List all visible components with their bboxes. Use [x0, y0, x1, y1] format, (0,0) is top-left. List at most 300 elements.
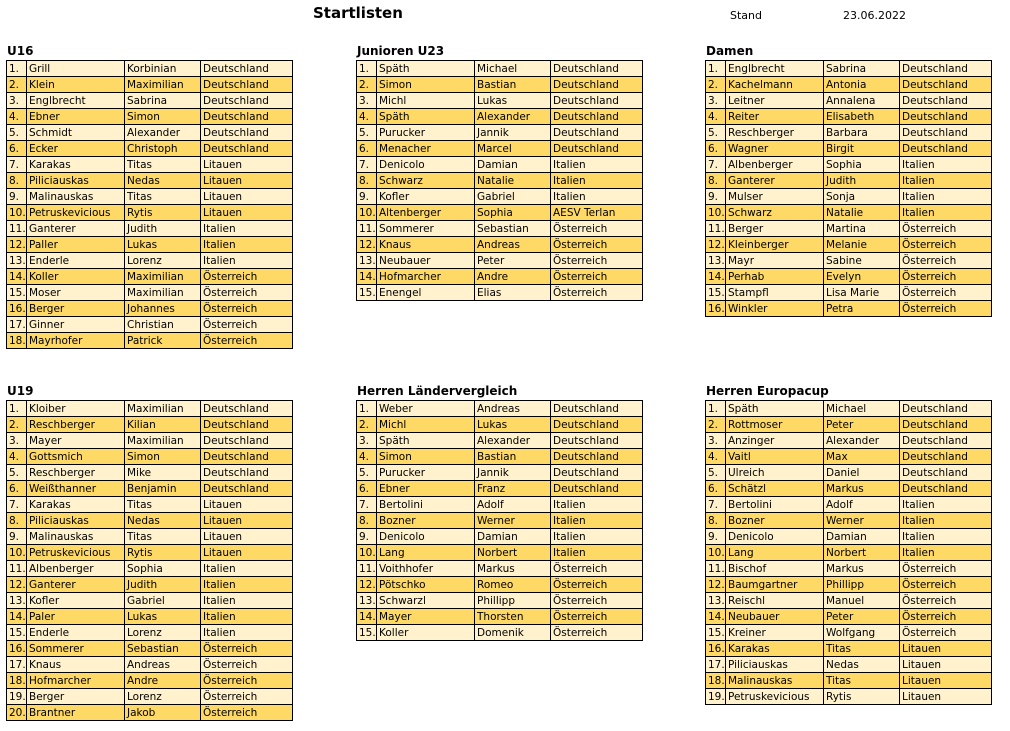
table-row	[7, 625, 293, 641]
first-name: Jannik	[475, 465, 551, 481]
country: Italien	[551, 497, 643, 513]
start-number: 6.	[357, 481, 377, 497]
table-row	[357, 417, 643, 433]
table-row	[357, 93, 643, 109]
first-name: Bastian	[475, 449, 551, 465]
table-row	[7, 253, 293, 269]
last-name: Ganterer	[27, 577, 125, 593]
first-name: Gabriel	[475, 189, 551, 205]
country: Litauen	[900, 641, 992, 657]
country: Deutschland	[551, 465, 643, 481]
country: Italien	[201, 561, 293, 577]
first-name: Werner	[475, 513, 551, 529]
first-name: Sabrina	[824, 61, 900, 77]
start-number: 15.	[7, 625, 27, 641]
section-herren-europacup	[705, 384, 992, 705]
table-row	[706, 497, 992, 513]
country: Italien	[201, 609, 293, 625]
start-number: 15.	[7, 285, 27, 301]
table-row	[357, 237, 643, 253]
country: Österreich	[551, 237, 643, 253]
country: Österreich	[900, 253, 992, 269]
section-herren-laendervergleich	[356, 384, 643, 641]
table-row	[357, 157, 643, 173]
country: Österreich	[900, 561, 992, 577]
start-number: 12.	[706, 577, 726, 593]
last-name: Mayrhofer	[27, 333, 125, 349]
start-number: 4.	[7, 449, 27, 465]
last-name: Piliciauskas	[27, 173, 125, 189]
table-row	[7, 513, 293, 529]
start-number: 14.	[7, 269, 27, 285]
table-row	[7, 93, 293, 109]
last-name: Mayer	[27, 433, 125, 449]
first-name: Benjamin	[125, 481, 201, 497]
last-name: Kleinberger	[726, 237, 824, 253]
table-row	[706, 689, 992, 705]
country: Deutschland	[900, 417, 992, 433]
start-number: 3.	[706, 93, 726, 109]
start-number: 8.	[357, 513, 377, 529]
country: Italien	[900, 529, 992, 545]
table-row	[7, 481, 293, 497]
country: Italien	[551, 157, 643, 173]
last-name: Berger	[726, 221, 824, 237]
last-name: Schwarz	[726, 205, 824, 221]
start-number: 15.	[706, 285, 726, 301]
country: Österreich	[201, 269, 293, 285]
start-number: 17.	[7, 317, 27, 333]
last-name: Michl	[377, 417, 475, 433]
table-row	[7, 609, 293, 625]
last-name: Leitner	[726, 93, 824, 109]
country: Österreich	[201, 641, 293, 657]
first-name: Alexander	[475, 433, 551, 449]
first-name: Annalena	[824, 93, 900, 109]
first-name: Maximilian	[125, 401, 201, 417]
table-row	[357, 481, 643, 497]
country: Deutschland	[900, 401, 992, 417]
table-row	[706, 673, 992, 689]
last-name: Kofler	[377, 189, 475, 205]
start-number: 6.	[706, 141, 726, 157]
start-number: 2.	[706, 77, 726, 93]
last-name: Weber	[377, 401, 475, 417]
table-row	[706, 625, 992, 641]
country: Italien	[201, 221, 293, 237]
start-number: 9.	[706, 529, 726, 545]
start-number: 6.	[706, 481, 726, 497]
start-number: 14.	[706, 609, 726, 625]
table-row	[7, 577, 293, 593]
country: Deutschland	[201, 61, 293, 77]
last-name: Kofler	[27, 593, 125, 609]
country: Litauen	[201, 545, 293, 561]
table-row	[706, 285, 992, 301]
last-name: Malinauskas	[27, 189, 125, 205]
first-name: Lukas	[475, 417, 551, 433]
table-row	[706, 301, 992, 317]
first-name: Norbert	[475, 545, 551, 561]
first-name: Damian	[475, 529, 551, 545]
start-number: 18.	[7, 673, 27, 689]
table-row	[357, 189, 643, 205]
table-row	[357, 141, 643, 157]
country: Deutschland	[201, 401, 293, 417]
first-name: Alexander	[824, 433, 900, 449]
start-number: 5.	[7, 125, 27, 141]
start-number: 4.	[357, 109, 377, 125]
start-number: 7.	[7, 157, 27, 173]
country: Italien	[201, 593, 293, 609]
start-number: 7.	[7, 497, 27, 513]
first-name: Damian	[824, 529, 900, 545]
first-name: Norbert	[824, 545, 900, 561]
table-row	[7, 237, 293, 253]
start-number: 12.	[357, 577, 377, 593]
start-number: 9.	[357, 189, 377, 205]
start-number: 3.	[7, 433, 27, 449]
last-name: Kachelmann	[726, 77, 824, 93]
table-row	[7, 189, 293, 205]
start-list-table	[6, 400, 293, 721]
start-number: 12.	[7, 237, 27, 253]
country: Italien	[551, 545, 643, 561]
table-row	[7, 285, 293, 301]
table-row	[357, 577, 643, 593]
last-name: Karakas	[726, 641, 824, 657]
table-row	[706, 417, 992, 433]
last-name: Perhab	[726, 269, 824, 285]
first-name: Manuel	[824, 593, 900, 609]
table-row	[357, 497, 643, 513]
country: Österreich	[201, 689, 293, 705]
start-number: 16.	[706, 641, 726, 657]
start-list-table	[356, 60, 643, 301]
first-name: Daniel	[824, 465, 900, 481]
table-row	[7, 157, 293, 173]
country: Italien	[201, 577, 293, 593]
last-name: Denicolo	[377, 529, 475, 545]
start-number: 9.	[7, 189, 27, 205]
start-number: 12.	[7, 577, 27, 593]
start-number: 1.	[7, 61, 27, 77]
table-row	[357, 513, 643, 529]
first-name: Birgit	[824, 141, 900, 157]
country: Deutschland	[201, 77, 293, 93]
table-row	[7, 433, 293, 449]
table-row	[357, 545, 643, 561]
country: Deutschland	[900, 125, 992, 141]
first-name: Christian	[125, 317, 201, 333]
start-number: 15.	[357, 285, 377, 301]
first-name: Sophia	[475, 205, 551, 221]
country: Österreich	[551, 609, 643, 625]
table-row	[706, 205, 992, 221]
start-number: 8.	[706, 513, 726, 529]
country: Österreich	[201, 673, 293, 689]
country: Litauen	[201, 205, 293, 221]
country: Deutschland	[551, 93, 643, 109]
country: Deutschland	[201, 433, 293, 449]
first-name: Michael	[824, 401, 900, 417]
start-number: 13.	[706, 253, 726, 269]
last-name: Neubauer	[377, 253, 475, 269]
start-number: 4.	[706, 449, 726, 465]
country: Italien	[900, 173, 992, 189]
country: Italien	[900, 157, 992, 173]
country: Deutschland	[551, 125, 643, 141]
first-name: Lisa Marie	[824, 285, 900, 301]
last-name: Späth	[377, 433, 475, 449]
country: Deutschland	[201, 449, 293, 465]
last-name: Petruskevicious	[726, 689, 824, 705]
table-row	[7, 269, 293, 285]
first-name: Lorenz	[125, 625, 201, 641]
first-name: Simon	[125, 109, 201, 125]
start-number: 14.	[357, 609, 377, 625]
table-row	[706, 77, 992, 93]
table-row	[7, 545, 293, 561]
start-number: 10.	[706, 545, 726, 561]
table-row	[357, 221, 643, 237]
last-name: Wagner	[726, 141, 824, 157]
start-number: 16.	[706, 301, 726, 317]
start-list-table	[356, 400, 643, 641]
country: Italien	[900, 205, 992, 221]
table-row	[357, 61, 643, 77]
country: Deutschland	[201, 465, 293, 481]
last-name: Altenberger	[377, 205, 475, 221]
start-list-table	[705, 60, 992, 317]
first-name: Rytis	[824, 689, 900, 705]
last-name: Bertolini	[377, 497, 475, 513]
first-name: Wolfgang	[824, 625, 900, 641]
first-name: Martina	[824, 221, 900, 237]
last-name: Sommerer	[377, 221, 475, 237]
table-row	[7, 61, 293, 77]
last-name: Voithhofer	[377, 561, 475, 577]
start-number: 13.	[7, 253, 27, 269]
country: Deutschland	[551, 109, 643, 125]
first-name: Damian	[475, 157, 551, 173]
first-name: Sabine	[824, 253, 900, 269]
last-name: Anzinger	[726, 433, 824, 449]
last-name: Bertolini	[726, 497, 824, 513]
table-row	[357, 173, 643, 189]
section-damen	[705, 44, 992, 317]
start-number: 8.	[706, 173, 726, 189]
last-name: Winkler	[726, 301, 824, 317]
table-row	[706, 93, 992, 109]
page-title: Startlisten	[313, 4, 403, 22]
table-row	[7, 465, 293, 481]
last-name: Petruskevicious	[27, 205, 125, 221]
first-name: Romeo	[475, 577, 551, 593]
table-row	[706, 189, 992, 205]
section-title: U16	[7, 44, 34, 58]
last-name: Piliciauskas	[27, 513, 125, 529]
first-name: Bastian	[475, 77, 551, 93]
first-name: Christoph	[125, 141, 201, 157]
start-number: 10.	[357, 545, 377, 561]
start-number: 6.	[357, 141, 377, 157]
table-row	[7, 689, 293, 705]
first-name: Maximilian	[125, 269, 201, 285]
country: Österreich	[900, 625, 992, 641]
country: Italien	[551, 513, 643, 529]
table-row	[706, 141, 992, 157]
country: Deutschland	[900, 481, 992, 497]
start-number: 10.	[7, 205, 27, 221]
country: Österreich	[551, 285, 643, 301]
last-name: Enengel	[377, 285, 475, 301]
first-name: Rytis	[125, 545, 201, 561]
table-row	[7, 77, 293, 93]
country: Litauen	[201, 529, 293, 545]
country: Österreich	[900, 593, 992, 609]
last-name: Weißthanner	[27, 481, 125, 497]
first-name: Markus	[824, 481, 900, 497]
last-name: Englbrecht	[27, 93, 125, 109]
table-row	[7, 641, 293, 657]
first-name: Nedas	[125, 513, 201, 529]
country: Deutschland	[201, 125, 293, 141]
first-name: Andre	[125, 673, 201, 689]
start-number: 4.	[7, 109, 27, 125]
table-row	[706, 561, 992, 577]
first-name: Sophia	[125, 561, 201, 577]
country: Italien	[551, 189, 643, 205]
last-name: Baumgartner	[726, 577, 824, 593]
country: Deutschland	[201, 417, 293, 433]
start-number: 15.	[357, 625, 377, 641]
country: Österreich	[900, 577, 992, 593]
last-name: Reschberger	[27, 417, 125, 433]
country: Litauen	[201, 513, 293, 529]
first-name: Peter	[824, 609, 900, 625]
last-name: Hofmarcher	[27, 673, 125, 689]
table-row	[706, 545, 992, 561]
first-name: Alexander	[475, 109, 551, 125]
last-name: Knaus	[377, 237, 475, 253]
last-name: Reschberger	[27, 465, 125, 481]
last-name: Ebner	[27, 109, 125, 125]
last-name: Neubauer	[726, 609, 824, 625]
start-number: 20.	[7, 705, 27, 721]
first-name: Barbara	[824, 125, 900, 141]
table-row	[7, 401, 293, 417]
country: Österreich	[551, 221, 643, 237]
first-name: Peter	[475, 253, 551, 269]
country: Litauen	[900, 673, 992, 689]
country: Litauen	[900, 657, 992, 673]
country: Deutschland	[551, 433, 643, 449]
last-name: Mulser	[726, 189, 824, 205]
last-name: Grill	[27, 61, 125, 77]
table-row	[357, 109, 643, 125]
first-name: Andre	[475, 269, 551, 285]
start-number: 3.	[7, 93, 27, 109]
start-number: 15.	[706, 625, 726, 641]
start-number: 8.	[357, 173, 377, 189]
start-number: 3.	[357, 433, 377, 449]
last-name: Knaus	[27, 657, 125, 673]
country: Deutschland	[551, 141, 643, 157]
start-number: 5.	[357, 465, 377, 481]
start-number: 5.	[7, 465, 27, 481]
first-name: Judith	[125, 577, 201, 593]
start-number: 2.	[357, 77, 377, 93]
country: Italien	[551, 529, 643, 545]
table-row	[7, 705, 293, 721]
first-name: Lorenz	[125, 689, 201, 705]
start-number: 18.	[7, 333, 27, 349]
last-name: Vaitl	[726, 449, 824, 465]
last-name: Klein	[27, 77, 125, 93]
country: Deutschland	[551, 401, 643, 417]
first-name: Titas	[824, 641, 900, 657]
first-name: Phillipp	[824, 577, 900, 593]
first-name: Adolf	[475, 497, 551, 513]
start-number: 2.	[7, 417, 27, 433]
first-name: Titas	[824, 673, 900, 689]
first-name: Elisabeth	[824, 109, 900, 125]
start-number: 1.	[706, 401, 726, 417]
last-name: Lang	[726, 545, 824, 561]
start-number: 4.	[357, 449, 377, 465]
first-name: Sebastian	[125, 641, 201, 657]
last-name: Kloiber	[27, 401, 125, 417]
last-name: Michl	[377, 93, 475, 109]
start-number: 11.	[706, 561, 726, 577]
first-name: Maximilian	[125, 77, 201, 93]
start-number: 3.	[357, 93, 377, 109]
section-title: Herren Ländervergleich	[357, 384, 518, 398]
start-list-table	[6, 60, 293, 349]
first-name: Titas	[125, 497, 201, 513]
table-row	[706, 577, 992, 593]
start-number: 2.	[357, 417, 377, 433]
start-number: 12.	[357, 237, 377, 253]
start-number: 6.	[7, 481, 27, 497]
start-number: 13.	[357, 593, 377, 609]
start-number: 5.	[357, 125, 377, 141]
first-name: Andreas	[475, 401, 551, 417]
last-name: Reischl	[726, 593, 824, 609]
last-name: Ecker	[27, 141, 125, 157]
section-junioren-u23	[356, 44, 643, 301]
last-name: Berger	[27, 301, 125, 317]
table-row	[357, 449, 643, 465]
last-name: Ganterer	[726, 173, 824, 189]
first-name: Phillipp	[475, 593, 551, 609]
last-name: Schätzl	[726, 481, 824, 497]
last-name: Mayer	[377, 609, 475, 625]
first-name: Sonja	[824, 189, 900, 205]
last-name: Rottmoser	[726, 417, 824, 433]
last-name: Menacher	[377, 141, 475, 157]
country: Litauen	[201, 173, 293, 189]
first-name: Maximilian	[125, 285, 201, 301]
first-name: Rytis	[125, 205, 201, 221]
start-number: 9.	[706, 189, 726, 205]
section-u19	[6, 384, 293, 721]
table-row	[706, 109, 992, 125]
table-row	[357, 269, 643, 285]
start-number: 18.	[706, 673, 726, 689]
last-name: Piliciauskas	[726, 657, 824, 673]
